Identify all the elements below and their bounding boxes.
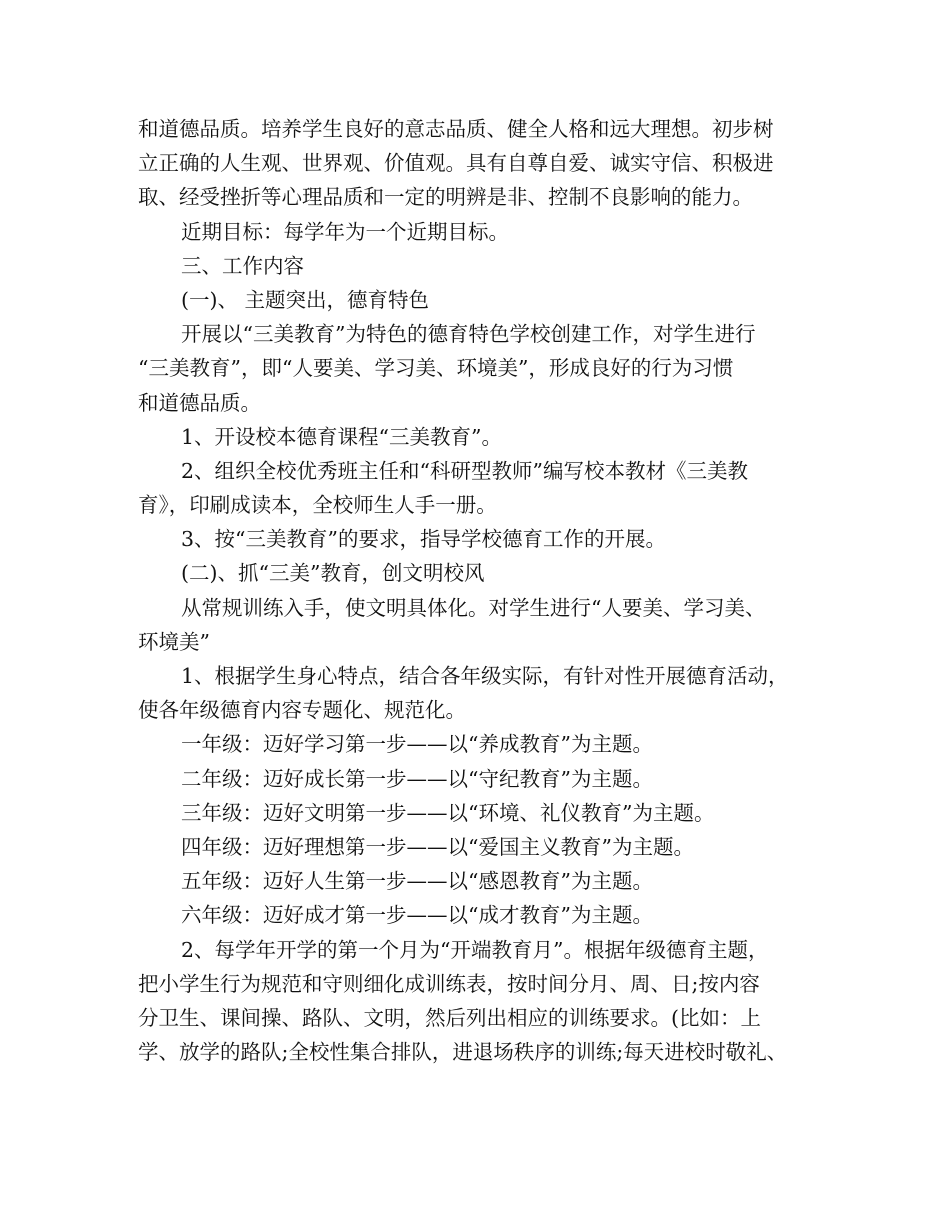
text-line: 分卫生、课间操、路队、文明，然后列出相应的训练要求。(比如：上: [138, 1005, 761, 1030]
text-line: “三美教育”，即“人要美、学习美、环境美”，形成良好的行为习惯: [138, 356, 734, 381]
text-line: 2、组织全校优秀班主任和“科研型教师”编写校本教材《三美教: [181, 458, 749, 483]
text-line: 3、按“三美教育”的要求，指导学校德育工作的开展。: [181, 527, 667, 552]
text-line: (一)、 主题突出，德育特色: [181, 287, 430, 312]
text-line: 环境美”: [138, 629, 210, 654]
text-line: 和道德品质。: [138, 390, 261, 415]
text-line: 1、根据学生身心特点，结合各年级实际，有针对性开展德育活动，: [181, 664, 789, 688]
text-line: 从常规训练入手，使文明具体化。对学生进行“人要美、学习美、: [181, 595, 766, 620]
text-line: 六年级：迈好成才第一步——以“成才教育”为主题。: [181, 903, 653, 928]
text-line: 三年级：迈好文明第一步——以“环境、礼仪教育”为主题。: [181, 800, 715, 825]
text-line: 1、开设校本德育课程“三美教育”。: [181, 424, 503, 449]
text-line: 二年级：迈好成长第一步——以“守纪教育”为主题。: [181, 766, 653, 791]
text-line: 取、经受挫折等心理品质和一定的明辨是非、控制不良影响的能力。: [138, 185, 753, 210]
text-line: 开展以“三美教育”为特色的德育特色学校创建工作，对学生进行: [181, 322, 756, 347]
text-line: 学、放学的路队;全校性集合排队，进退场秩序的训练;每天进校时敬礼、: [138, 1040, 788, 1065]
text-line: 立正确的人生观、世界观、价值观。具有自尊自爱、诚实守信、积极进: [138, 151, 774, 176]
text-line: 五年级：迈好人生第一步——以“感恩教育”为主题。: [181, 869, 653, 894]
text-line: 三、工作内容: [181, 253, 304, 278]
text-line: 2、每学年开学的第一个月为“开端教育月”。根据年级德育主题，: [181, 937, 769, 962]
text-line: 和道德品质。培养学生良好的意志品质、健全人格和远大理想。初步树: [138, 117, 774, 141]
text-line: (二)、抓“三美”教育，创文明校风: [181, 561, 485, 586]
text-line: 育》，印刷成读本，全校师生人手一册。: [138, 493, 497, 518]
text-line: 使各年级德育内容专题化、规范化。: [138, 698, 466, 723]
text-line: 一年级：迈好学习第一步——以“养成教育”为主题。: [181, 732, 653, 757]
text-line: 近期目标：每学年为一个近期目标。: [181, 219, 509, 244]
text-line: 把小学生行为规范和守则细化成训练表，按时间分月、周、日;按内容: [138, 971, 760, 996]
text-line: 四年级：迈好理想第一步——以“爱国主义教育”为主题。: [181, 834, 694, 859]
document-body: [138, 112, 828, 1069]
